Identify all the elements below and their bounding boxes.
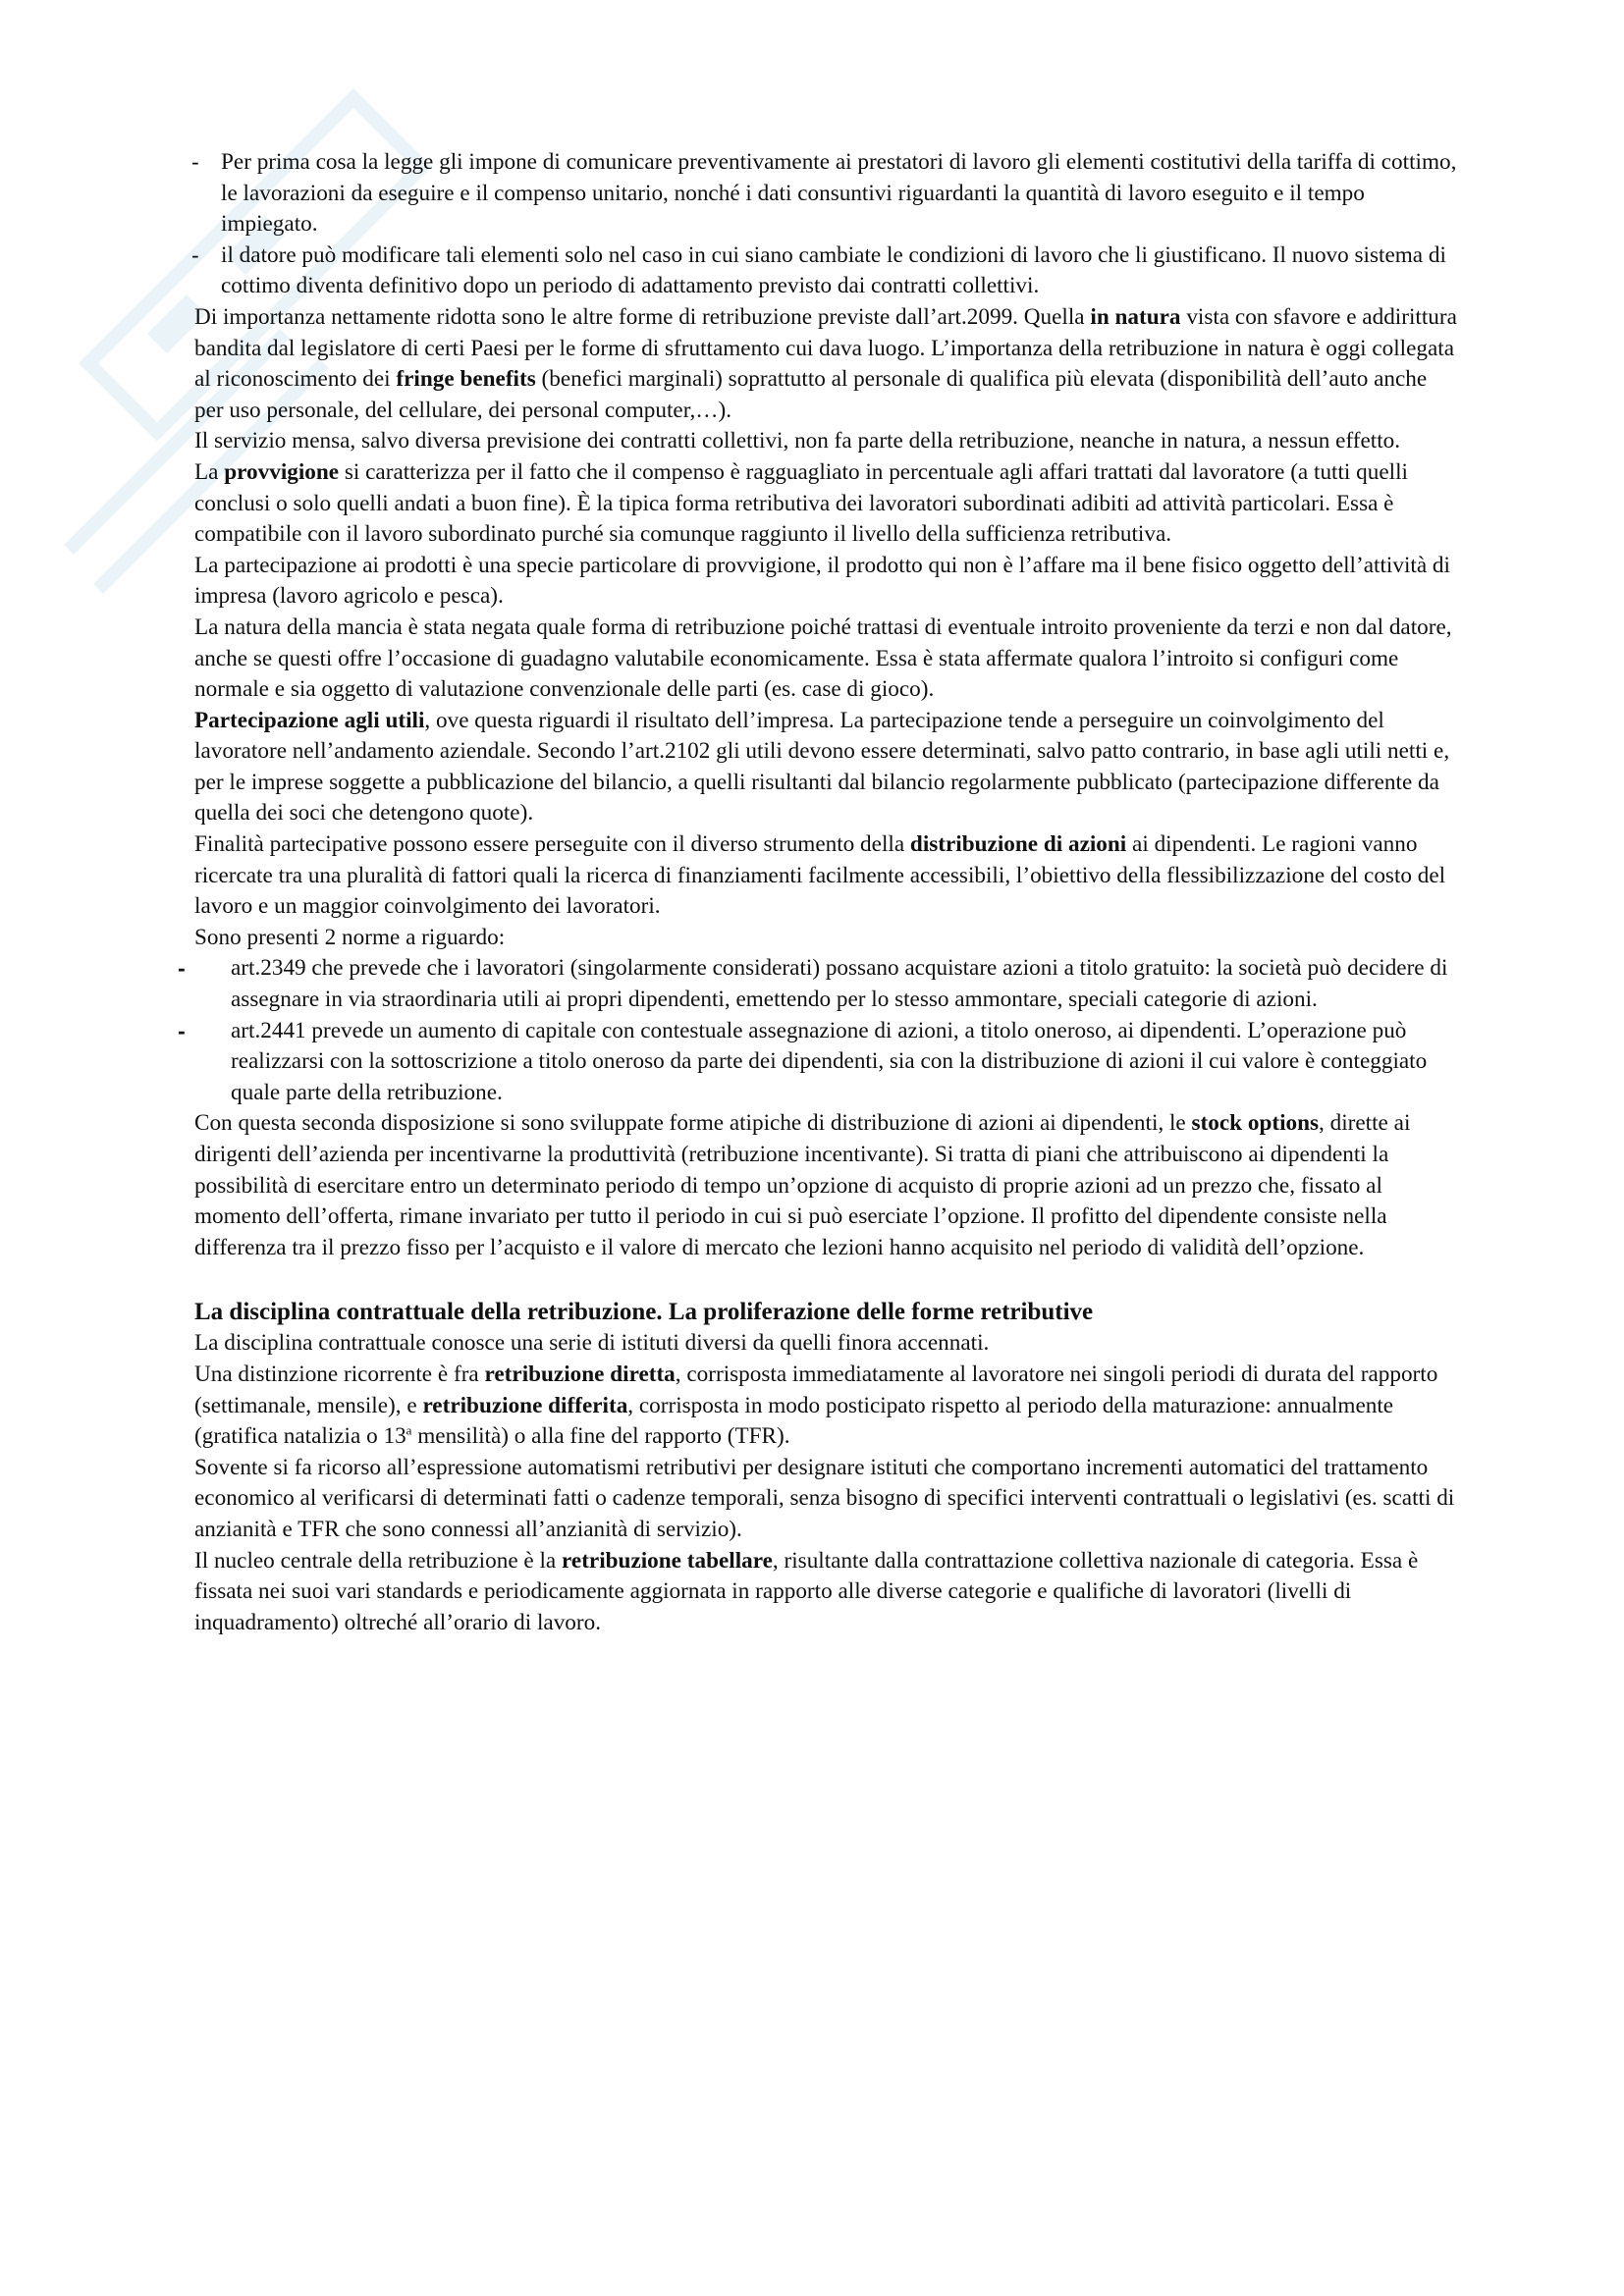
list-item: - il datore può modificare tali elementi solo nel caso in cui siano cambiate le condizioni di lavoro che li giustificano. Il nuovo sistema di cottimo diventa definitivo dopo un periodo di adattamento previsto dai contratti collettivi. xyxy=(191,241,1446,299)
paragraph-stock-options: Con questa seconda disposizione si sono sviluppate forme atipiche di distribuzione di azioni ai dipendenti, le stock options, dirette ai dirigenti dell’azienda per incentivarne la produttività (retribuzione incentivante). Si tratta di piani che attribuiscono ai dipendenti la possibilità di esercitare entro un determinato periodo di tempo un’opzione di acquisto di proprie azioni ad un prezzo che, fissato al momento dell’offerta, rimane invariato per tutto il periodo in cui si può eserciate l’opzione. Il profitto del dipendente consiste nella differenza tra il prezzo fisso per l’acquisto e il valore di mercato che lezioni hanno acquisito nel periodo di validità dell’opzione. xyxy=(194,1110,1411,1260)
list-item: - Per prima cosa la legge gli impone di comunicare preventivamente ai prestatori di lavoro gli elementi costitutivi della tariffa di cottimo, le lavorazioni da eseguire e il compenso unitario, nonché i dati consuntivi riguardanti la quantità di lavoro eseguito e il tempo impiegato. xyxy=(191,149,1457,238)
dash-bullet-icon: - xyxy=(191,241,199,268)
list-item: - art.2441 prevede un aumento di capitale con contestuale assegnazione di azioni, a titolo oneroso, ai dipendenti. L’operazione può realizzarsi con la sottoscrizione a titolo oneroso da parte dei dipendenti, sia con la distribuzione di azioni il cui valore è conteggiato quale parte della retribuzione. xyxy=(178,1017,1428,1105)
document-body xyxy=(178,147,1461,1638)
section-title: La disciplina contrattuale della retribuzione. La proliferazione delle forme retributive xyxy=(194,1299,1094,1326)
paragraph-natura: Di importanza nettamente ridotta sono le altre forme di retribuzione previste dall’art.2099. Quella in natura vista con sfavore e addirittura bandita dal legislatore di certi Paesi per le forme di sfruttamento cui dava luogo. L’importanza della retribuzione in natura è oggi collegata al riconoscimento dei fringe benefits (benefici marginali) soprattutto al personale di qualifica più elevata (disponibilità dell’auto anche per uso personale, del cellulare, dei personal computer,…). xyxy=(194,303,1457,423)
paragraph-automatismi: Sovente si fa ricorso all’espressione automatismi retributivi per designare istituti che comportano incrementi automatici del trattamento economico al verificarsi di determinati fatti o cadenze temporali, senza bisogno di specifici interventi contrattuali o legislativi (es. scatti di anzianità e TFR che sono connessi all’anzianità di servizio). xyxy=(194,1454,1455,1542)
dash-bullet-icon: - xyxy=(178,1017,186,1043)
paragraph-diretta-differita: Una distinzione ricorrente è fra retribuzione diretta, corrisposta immediatamente al lavoratore nei singoli periodi di durata del rapporto (settimanale, mensile), e retribuzione differita, corrisposta in modo posticipato rispetto al periodo della maturazione: annualmente (gratifica natalizia o 13$^a$ mensilità) o alla fine del rapporto (TFR). xyxy=(194,1361,1438,1450)
paragraph-prodotti: La partecipazione ai prodotti è una specie particolare di provvigione, il prodotto qui non è l’affare ma il bene fisico oggetto dell’attività di impresa (lavoro agricolo e pesca). xyxy=(194,552,1450,610)
paragraph-disciplina: La disciplina contrattuale conosce una serie di istituti diversi da quelli finora accennati. xyxy=(194,1330,990,1357)
dash-bullet-icon: - xyxy=(191,149,199,175)
norme-list xyxy=(178,953,1461,1108)
cottimo-list xyxy=(191,147,1461,302)
paragraph-mensa: Il servizio mensa, salvo diversa previsione dei contratti collettivi, non fa parte della retribuzione, neanche in natura, a nessun effetto. xyxy=(194,428,1401,454)
paragraph-norme: Sono presenti 2 norme a riguardo: xyxy=(194,924,506,950)
dash-bullet-icon: - xyxy=(178,955,186,982)
paragraph-provvigione: La provvigione si caratterizza per il fatto che il compenso è ragguagliato in percentuale agli affari trattati dal lavoratore (a tutti quelli conclusi o solo quelli andati a buon fine). È la tipica forma retributiva dei lavoratori subordinati adibiti ad attività particolari. Essa è compatibile con il lavoro subordinato purché sia comunque raggiunto il livello della sufficienza retributiva. xyxy=(194,458,1408,548)
paragraph-azioni: Finalità partecipative possono essere perseguite con il diverso strumento della distribuzione di azioni ai dipendenti. Le ragioni vanno ricercate tra una pluralità di fattori quali la ricerca di finanziamenti facilmente accessibili, l’obiettivo della flessibilizzazione del costo del lavoro e un maggior coinvolgimento dei lavoratori. xyxy=(194,831,1446,920)
paragraph-mancia: La natura della mancia è stata negata quale forma di retribuzione poiché trattasi di eventuale introito proveniente da terzi e non dal datore, anche se questi offre l’occasione di guadagno valutabile economicamente. Essa è stata affermate qualora l’introito si configuri come normale e sia oggetto di valutazione convenzionale delle parti (es. case di gioco). xyxy=(194,614,1452,703)
paragraph-utili: Partecipazione agli utili, ove questa riguardi il risultato dell’impresa. La partecipazione tende a perseguire un coinvolgimento del lavoratore nell’andamento aziendale. Secondo l’art.2102 gli utili devono essere determinati, salvo patto contrario, in base agli utili netti e, per le imprese soggette a pubblicazione del bilancio, a quelli risultanti dal bilancio regolarmente pubblicato (partecipazione differente da quella dei soci che detengono quote). xyxy=(194,707,1450,827)
paragraph-tabellare: Il nucleo centrale della retribuzione è la retribuzione tabellare, risultante dalla contrattazione collettiva nazionale di categoria. Essa è fissata nei suoi vari standards e periodicamente aggiornata in rapporto alle diverse categorie e qualifiche di lavoratori (livelli di inquadramento) oltreché all’orario di lavoro. xyxy=(194,1547,1419,1635)
list-item: - art.2349 che prevede che i lavoratori (singolarmente considerati) possano acquistare azioni a titolo gratuito: la società può decidere di assegnare in via straordinaria utili ai propri dipendenti, emettendo per lo stesso ammontare, speciali categorie di azioni. xyxy=(178,955,1448,1013)
